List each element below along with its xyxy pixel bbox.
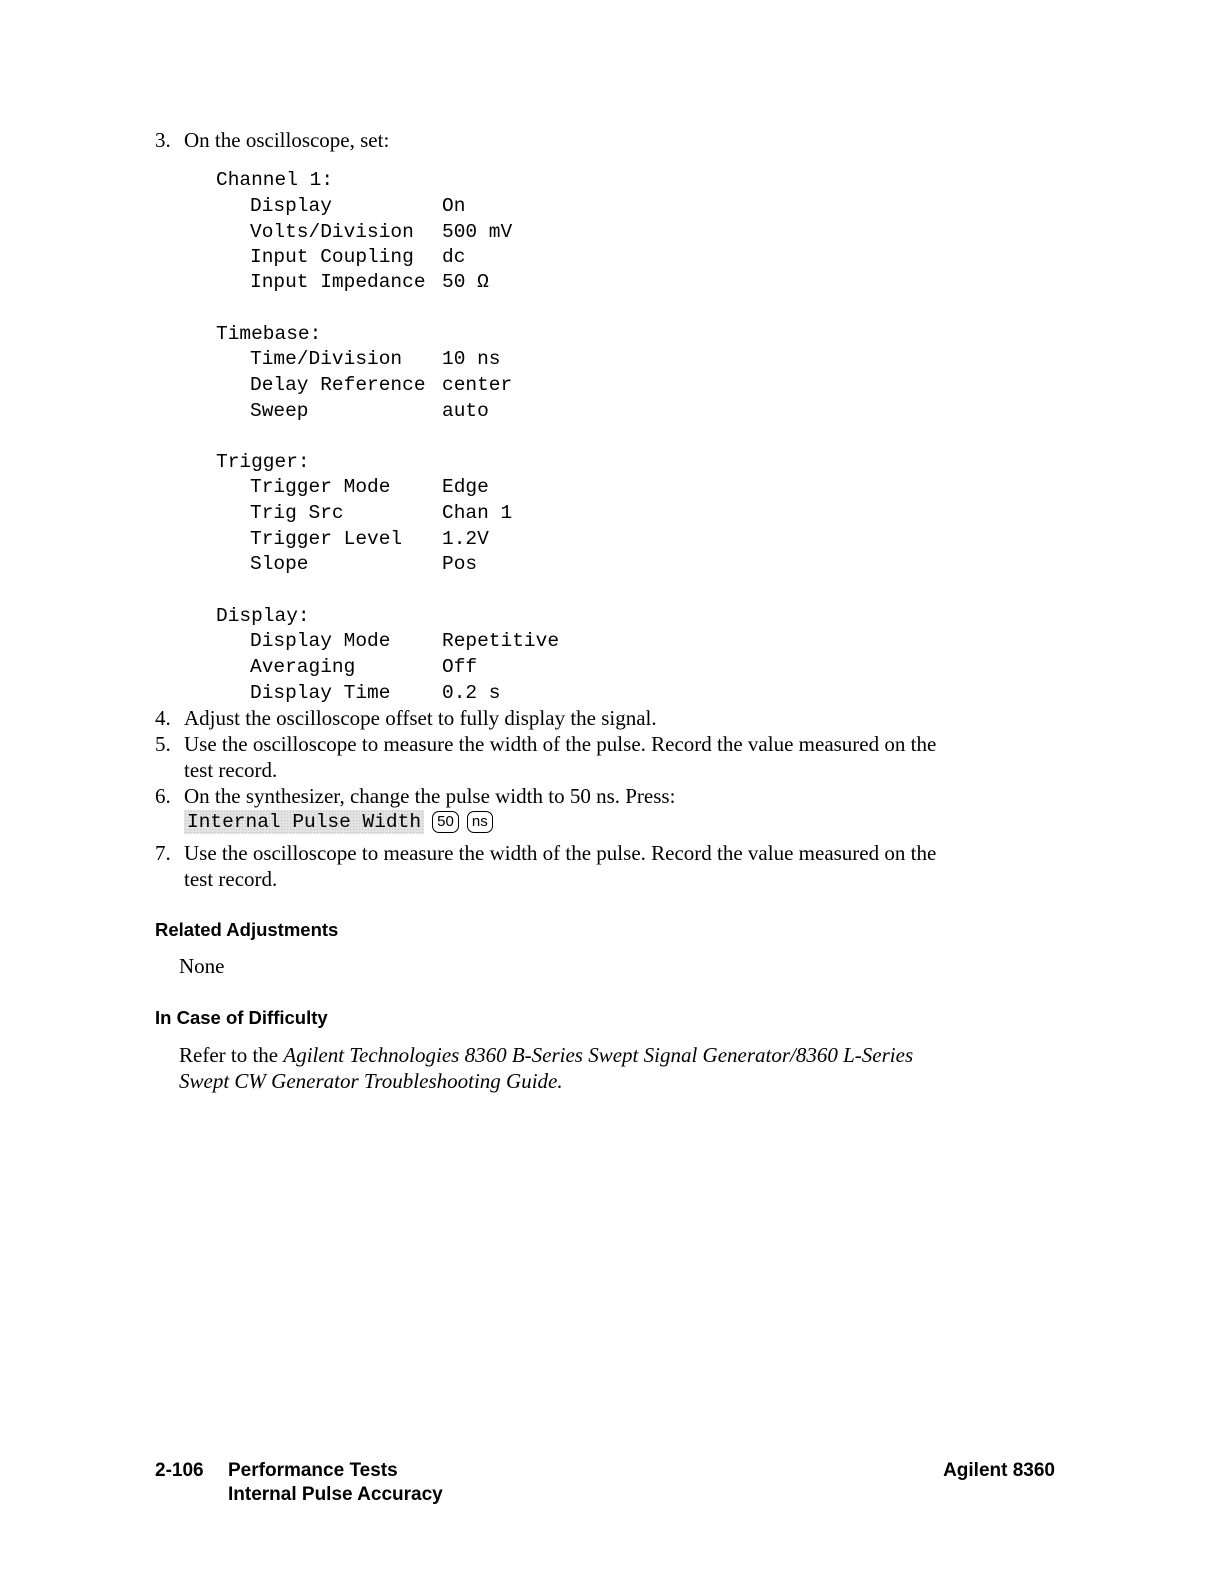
setting-label: Input Impedance [250, 271, 426, 293]
setting-value: Pos [442, 553, 478, 575]
step-text-continued: test record. [184, 758, 278, 782]
setting-value: Off [442, 656, 478, 678]
setting-label: Slope [250, 553, 309, 575]
setting-value: 500 mV [442, 221, 513, 243]
setting-value: auto [442, 400, 489, 422]
setting-value: center [442, 374, 513, 396]
step-text-continued: test record. [184, 867, 278, 891]
settings-heading-display: Display: [216, 605, 310, 627]
setting-label: Averaging [250, 656, 356, 678]
step-text: On the synthesizer, change the pulse width to 50 ns. Press: [184, 784, 676, 808]
setting-value: 50 Ω [442, 271, 489, 293]
hardkey-ns[interactable]: ns [467, 811, 493, 833]
settings-heading-timebase: Timebase: [216, 323, 322, 345]
setting-label: Display [250, 195, 332, 217]
setting-label: Trig Src [250, 502, 344, 524]
setting-value: Chan 1 [442, 502, 513, 524]
reference-title: Agilent Technologies 8360 B-Series Swept Signal Generator/8360 L-Series [283, 1043, 914, 1067]
setting-label: Trigger Level [250, 528, 403, 550]
step-number: 3. [155, 128, 171, 152]
step-number: 7. [155, 841, 171, 865]
key-sequence [184, 811, 493, 833]
setting-label: Time/Division [250, 348, 403, 370]
settings-heading-trigger: Trigger: [216, 451, 310, 473]
reference-title-continued: Swept CW Generator Troubleshooting Guide. [179, 1069, 563, 1093]
section-body-continued [179, 1071, 563, 1092]
footer-subsection: Internal Pulse Accuracy [228, 1484, 443, 1505]
setting-value: 10 ns [442, 348, 501, 370]
setting-value: 0.2 s [442, 682, 501, 704]
setting-value: Repetitive [442, 630, 560, 652]
setting-label: Display Time [250, 682, 391, 704]
hardkey-50[interactable]: 50 [432, 811, 459, 833]
setting-label: Input Coupling [250, 246, 414, 268]
step-text: Adjust the oscilloscope offset to fully display the signal. [184, 706, 657, 730]
section-heading-difficulty: In Case of Difficulty [155, 1007, 328, 1028]
step-number: 4. [155, 706, 171, 730]
step-text: On the oscilloscope, set: [184, 128, 390, 152]
section-body [179, 1045, 913, 1066]
body-prefix: Refer to the [179, 1043, 284, 1067]
section-body: None [179, 954, 225, 978]
setting-value: On [442, 195, 466, 217]
step-number: 5. [155, 732, 171, 756]
step-number: 6. [155, 784, 171, 808]
settings-heading-channel1: Channel 1: [216, 169, 334, 191]
setting-label: Volts/Division [250, 221, 414, 243]
setting-value: 1.2V [442, 528, 489, 550]
setting-label: Delay Reference [250, 374, 426, 396]
setting-label: Sweep [250, 400, 309, 422]
footer-section: Performance Tests [228, 1460, 398, 1481]
setting-label: Display Mode [250, 630, 391, 652]
step-text: Use the oscilloscope to measure the width of the pulse. Record the value measured on the [184, 732, 937, 756]
softkey-internal-pulse-width[interactable]: Internal Pulse Width [184, 810, 424, 834]
setting-value: Edge [442, 476, 489, 498]
setting-value: dc [442, 246, 466, 268]
page-number: 2-106 [155, 1460, 204, 1481]
step-text: Use the oscilloscope to measure the width of the pulse. Record the value measured on the [184, 841, 937, 865]
section-heading-related: Related Adjustments [155, 919, 339, 940]
footer-product: Agilent 8360 [943, 1460, 1055, 1481]
setting-label: Trigger Mode [250, 476, 391, 498]
